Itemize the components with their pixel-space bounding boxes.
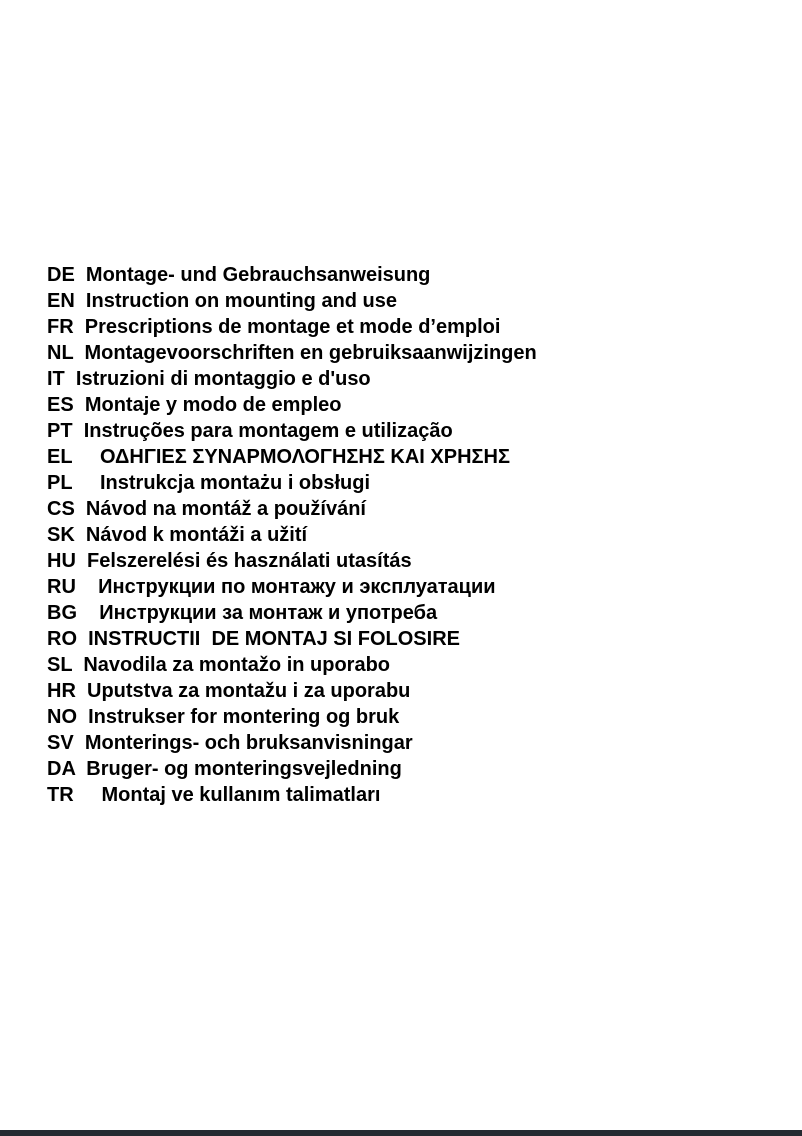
code-title-separator [75,498,86,520]
language-line [47,314,767,340]
language-title: Navodila za montažo in uporabo [83,654,391,676]
code-title-separator [72,472,100,494]
footer-rule [0,1130,802,1136]
language-line [47,652,767,678]
language-code: RO [47,628,77,650]
code-title-separator [74,784,102,806]
code-title-separator [72,654,83,676]
language-line [47,288,767,314]
language-line [47,418,767,444]
code-title-separator [73,342,84,364]
code-title-separator [77,706,88,728]
code-title-separator [75,758,86,780]
code-title-separator [77,628,88,650]
code-title-separator [75,524,86,546]
language-title: Návod k montáži a užití [85,524,308,546]
language-code: EL [47,446,73,468]
language-code: DA [47,758,76,780]
language-line [47,626,767,652]
language-line [47,366,767,392]
language-title: Prescriptions de montage et mode d’emploi [84,316,501,338]
language-line [47,600,767,626]
language-code: IT [47,368,65,390]
code-title-separator [74,732,85,754]
language-line [47,444,767,470]
language-title: Montaje y modo de empleo [84,394,342,416]
language-title: Istruzioni di montaggio e d'uso [75,368,371,390]
code-title-separator [76,576,98,598]
language-title: Instruction on mounting and use [85,290,398,312]
language-code: TR [47,784,74,806]
language-code: PL [47,472,73,494]
language-line [47,574,767,600]
language-line [47,678,767,704]
language-code: FR [47,316,74,338]
language-code: HU [47,550,76,572]
language-title: Monterings- och bruksanvisningar [84,732,413,754]
code-title-separator [76,680,87,702]
language-title: INSTRUCTII DE MONTAJ SI FOLOSIRE [88,628,460,650]
code-title-separator [74,394,85,416]
code-title-separator [74,316,85,338]
language-code: SK [47,524,75,546]
language-title: Montage- und Gebrauchsanweisung [85,264,431,286]
language-line [47,496,767,522]
language-code: EN [47,290,75,312]
code-title-separator [76,550,87,572]
language-title: Montaj ve kullanım talimatları [101,784,381,806]
language-title: Bruger- og monteringsvejledning [86,758,402,780]
language-title: Instruções para montagem e utilização [83,420,453,442]
language-title: Návod na montáž a používání [85,498,366,520]
language-line [47,730,767,756]
language-code: RU [47,576,76,598]
language-code: HR [47,680,76,702]
code-title-separator [75,264,86,286]
language-code: SV [47,732,74,754]
language-title: Uputstva za montažu i za uporabu [87,680,411,702]
language-title: Instrukser for montering og bruk [88,706,400,728]
language-title-list [47,262,767,808]
language-code: ES [47,394,74,416]
code-title-separator [77,602,99,624]
language-line [47,756,767,782]
language-code: NL [47,342,74,364]
language-title: Felszerelési és használati utasítás [87,550,412,572]
language-code: BG [47,602,77,624]
language-title: Montagevoorschriften en gebruiksaanwijzingen [84,342,537,364]
language-title: Инструкции за монтаж и употреба [99,602,438,624]
language-code: SL [47,654,73,676]
language-line [47,340,767,366]
language-code: CS [47,498,75,520]
language-line [47,262,767,288]
language-title: ΟΔΗΓΙΕΣ ΣΥΝΑΡΜΟΛΟΓΗΣΗΣ ΚΑΙ ΧΡΗΣΗΣ [100,446,510,468]
language-code: NO [47,706,77,728]
language-title: Инструкции по монтажу и эксплуатации [98,576,496,598]
code-title-separator [75,290,86,312]
language-line [47,470,767,496]
language-line [47,522,767,548]
code-title-separator [73,420,84,442]
language-line [47,392,767,418]
language-code: DE [47,264,75,286]
language-code: PT [47,420,73,442]
code-title-separator [65,368,76,390]
language-line [47,548,767,574]
language-line [47,782,767,808]
code-title-separator [72,446,100,468]
language-line [47,704,767,730]
language-title: Instrukcja montażu i obsługi [100,472,371,494]
